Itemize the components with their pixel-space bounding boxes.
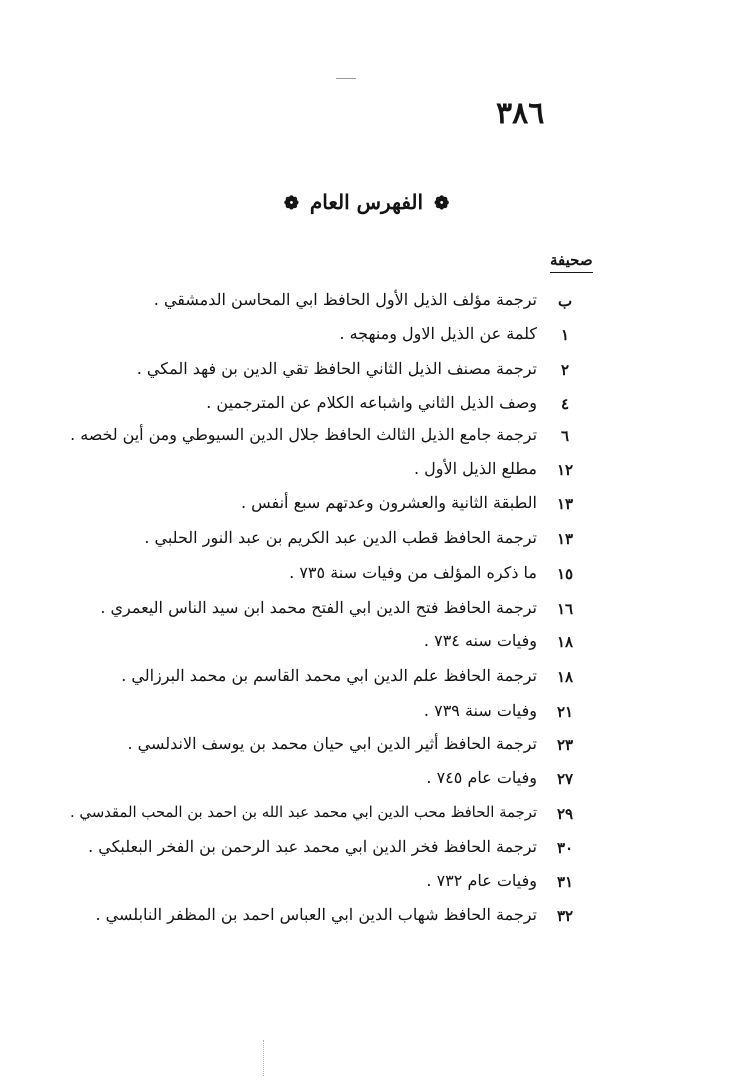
- page-column-header: صحيفة: [550, 251, 593, 273]
- ornament-right-icon: ❁: [434, 193, 450, 214]
- entry-title: ترجمة مصنف الذيل الثاني الحافظ تقي الدين بن فهد المكي .: [136, 359, 537, 378]
- entry-title: ترجمة الحافظ علم الدين ابي محمد القاسم بن محمد البرزالي .: [121, 666, 537, 685]
- ornament-left-icon: ❁: [283, 193, 299, 214]
- entry-title: ترجمة الحافظ فتح الدين ابي الفتح محمد ابن سيد الناس اليعمري .: [100, 598, 537, 617]
- entry-title: ترجمة الحافظ قطب الدين عبد الكريم بن عبد النور الحلبي .: [144, 528, 537, 547]
- entry-page-number: ٤: [560, 395, 570, 413]
- entry-title: ترجمة الحافظ فخر الدين ابي محمد عبد الرحمن بن الفخر البعلبكي .: [88, 837, 537, 856]
- entry-page-number: ١٨: [556, 633, 574, 651]
- entry-title: الطبقة الثانية والعشرون وعدتهم سبع أنفس .: [240, 493, 537, 512]
- entry-page-number: ١٣: [556, 530, 574, 548]
- page-number: ٣٨٦: [496, 96, 545, 131]
- entry-page-number: ١٨: [556, 668, 574, 686]
- entry-page-number: ١٦: [556, 600, 574, 618]
- entry-page-number: ب: [557, 292, 573, 310]
- entry-page-number: ١٣: [556, 495, 574, 513]
- entry-title: وصف الذيل الثاني واشباعه الكلام عن المترجمين .: [206, 393, 537, 412]
- entry-page-number: ٣١: [556, 873, 574, 891]
- entry-page-number: ٢٧: [556, 770, 574, 788]
- entry-page-number: ٢٩: [556, 805, 574, 823]
- entry-page-number: ٣٠: [556, 839, 574, 857]
- entry-page-number: ١٥: [556, 565, 574, 583]
- entry-title: ترجمة جامع الذيل الثالث الحافظ جلال الدين السيوطي ومن أين لخصه .: [70, 425, 537, 444]
- entry-page-number: ٣٢: [556, 907, 574, 925]
- entry-page-number: ٢: [560, 361, 570, 379]
- entry-page-number: ٦: [560, 427, 570, 445]
- entry-title: وفيات عام ٧٤٥ .: [426, 768, 537, 787]
- index-title-text: الفهرس العام: [309, 190, 424, 214]
- entry-page-number: ١٢: [556, 461, 574, 479]
- entry-title: ترجمة مؤلف الذيل الأول الحافظ ابي المحاسن الدمشقي .: [153, 290, 537, 309]
- entry-title: وفيات عام ٧٣٢ .: [426, 871, 537, 890]
- entry-title: ترجمة الحافظ أثير الدين ابي حيان محمد بن يوسف الاندلسي .: [127, 734, 537, 753]
- entry-page-number: ٢٣: [556, 736, 574, 754]
- entry-page-number: ١: [560, 326, 570, 344]
- entry-title: ترجمة الحافظ محب الدين ابي محمد عبد الله بن احمد بن المحب المقدسي .: [70, 804, 537, 821]
- entry-title: ترجمة الحافظ شهاب الدين ابي العباس احمد بن المظفر النابلسي .: [95, 905, 537, 924]
- entry-title: مطلع الذيل الأول .: [413, 459, 537, 478]
- entry-title: وفيات سنة ٧٣٩ .: [423, 701, 537, 720]
- entry-title: وفيات سنه ٧٣٤ .: [423, 631, 537, 650]
- entry-title: كلمة عن الذيل الاول ومنهجه .: [339, 324, 537, 343]
- entry-page-number: ٢١: [556, 703, 574, 721]
- entry-title: ما ذكره المؤلف من وفيات سنة ٧٣٥ .: [289, 563, 537, 582]
- scan-margin-line: [263, 1040, 265, 1076]
